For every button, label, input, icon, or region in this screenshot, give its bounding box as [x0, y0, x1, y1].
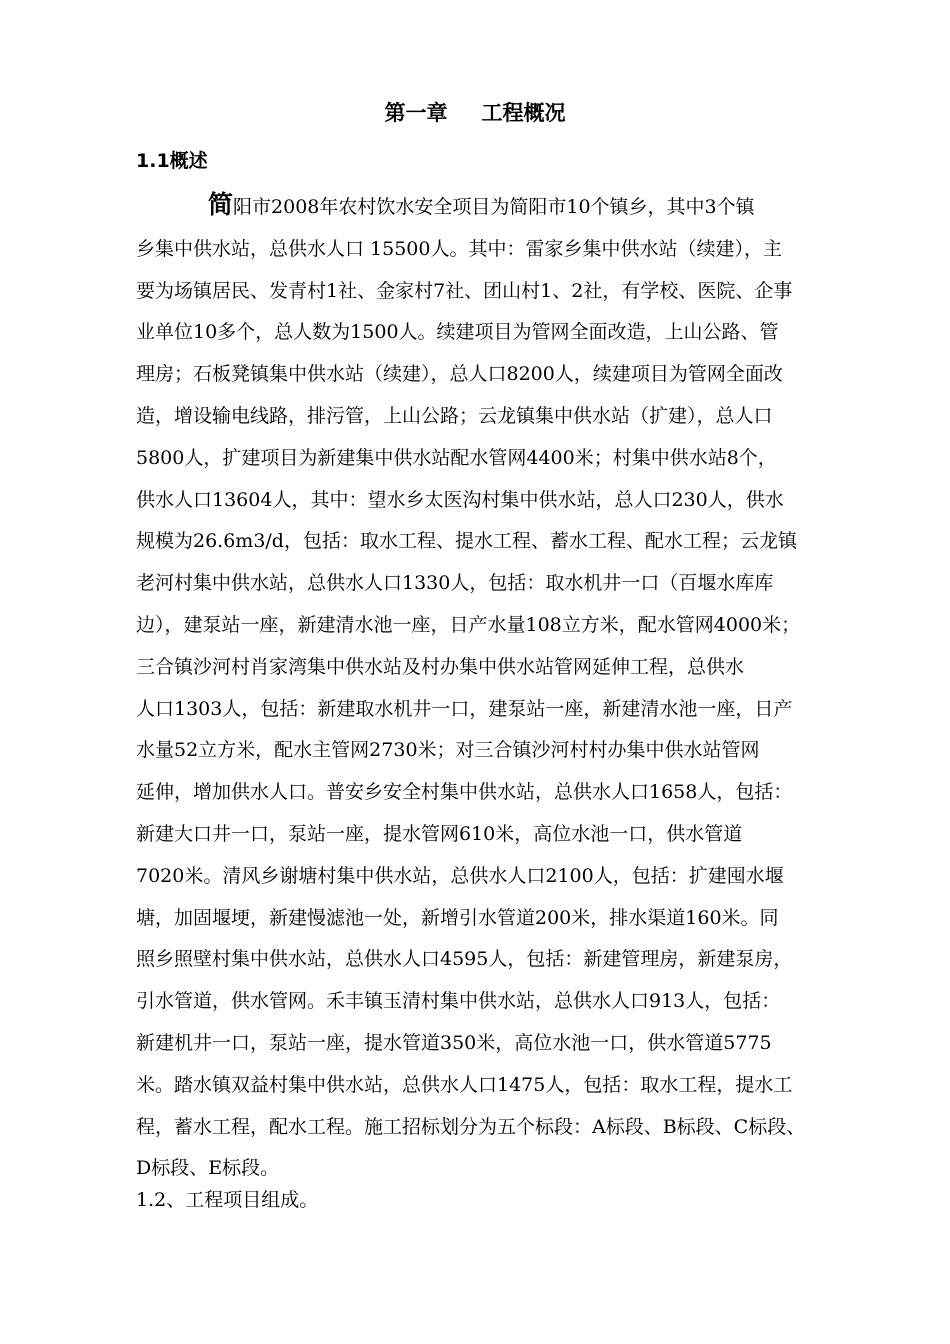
chapter-title: [0, 98, 950, 128]
chapter-number: 第一章: [384, 101, 448, 125]
paragraph-line: 人口1303人，包括：新建取水机井一口，建泵站一座，新建清水池一座，日产: [136, 697, 793, 720]
paragraph-line: 造，增设输电线路，排污管，上山公路；云龙镇集中供水站（扩建），总人口: [136, 404, 773, 427]
paragraph-line: 三合镇沙河村肖家湾集中供水站及村办集中供水站管网延伸工程，总供水: [136, 655, 745, 678]
paragraph-line: 边），建泵站一座，新建清水池一座，日产水量108立方米，配水管网4000米；: [136, 613, 801, 636]
paragraph-line: 理房；石板凳镇集中供水站（续建），总人口8200人，续建项目为管网全面改: [136, 363, 783, 386]
paragraph-line: 乡集中供水站，总供水人口 15500人。其中：雷家乡集中供水站（续建），主: [136, 237, 782, 260]
paragraph-line: D标段、E标段。: [136, 1157, 280, 1180]
paragraph-line: 米。踏水镇双益村集中供水站，总供水人口1475人，包括：取水工程，提水工: [136, 1073, 793, 1096]
paragraph-line: 塘，加固堰埂，新建慢滤池一处，新增引水管道200米，排水渠道160米。同: [136, 906, 779, 929]
paragraph-line: 业单位10多个，总人数为1500人。续建项目为管网全面改造，上山公路、管: [136, 321, 779, 344]
paragraph-line: 供水人口13604人，其中：望水乡太医沟村集中供水站，总人口230人，供水: [136, 488, 784, 511]
paragraph-line: 老河村集中供水站，总供水人口1330人，包括：取水机井一口（百堰水库库: [136, 572, 774, 595]
paragraph-line: 7020米。清风乡谢塘村集中供水站，总供水人口2100人，包括：扩建囤水堰: [136, 864, 784, 887]
paragraph-line: 程，蓄水工程，配水工程。施工招标划分为五个标段：A标段、B标段、C标段、: [136, 1115, 806, 1138]
paragraph-line: 引水管道，供水管网。禾丰镇玉清村集中供水站，总供水人口913人，包括：: [136, 990, 781, 1013]
chapter-name: 工程概况: [481, 101, 566, 125]
paragraph-line: 简阳市2008年农村饮水安全项目为简阳市10个镇乡，其中3个镇: [208, 190, 755, 219]
paragraph-line: 延伸，增加供水人口。普安乡安全村集中供水站，总供水人口1658人，包括：: [136, 781, 793, 804]
paragraph-line: 新建大口井一口，泵站一座，提水管网610米，高位水池一口，供水管道: [136, 822, 743, 845]
paragraph-first-char: 简: [208, 190, 234, 219]
overview-paragraph: [136, 184, 862, 1190]
paragraph-line: 规模为26.6m3/d，包括：取水工程、提水工程、蓄水工程、配水工程；云龙镇: [136, 530, 797, 553]
paragraph-line: 新建机井一口，泵站一座，提水管道350米，高位水池一口，供水管道5775: [136, 1031, 772, 1054]
section-heading-project-composition: 1.2、工程项目组成。: [136, 1189, 319, 1211]
paragraph-line: 水量52立方米，配水主管网2730米；对三合镇沙河村村办集中供水站管网: [136, 739, 760, 762]
section-heading-overview: 1.1概述: [136, 150, 208, 172]
paragraph-line: 照乡照壁村集中供水站，总供水人口4595人，包括：新建管理房，新建泵房，: [136, 948, 793, 971]
paragraph-line: 5800人，扩建项目为新建集中供水站配水管网4400米；村集中供水站8个，: [136, 446, 777, 469]
paragraph-line: 要为场镇居民、发青村1社、金家村7社、团山村1、2社，有学校、医院、企事: [136, 279, 793, 302]
